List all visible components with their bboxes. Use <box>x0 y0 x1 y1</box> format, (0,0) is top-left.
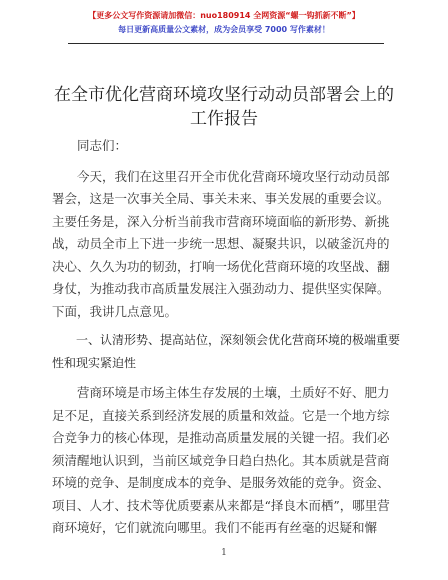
promo-banner <box>0 9 448 37</box>
promo-line-1: 【更多公文写作资源请加微信：nuo180914 全网资源“螺一钩抓新不断”】 <box>88 11 360 20</box>
title-line-1: 在全市优化营商环境攻坚行动动员部署会上的 <box>54 85 394 105</box>
promo-line-2: 每日更新高质量公文素材，成为会员享受 7000 写作素材！ <box>118 25 330 34</box>
document-body <box>52 135 400 546</box>
section-heading-1: 一、认清形势、提高站位，深刻领会优化营商环境的极端重要性和现实紧迫性 <box>52 333 401 370</box>
document-title <box>40 83 408 131</box>
paragraph-business-environment: 营商环境是市场主体生存发展的土壤，土质好不好、肥力足不足，直接关系到经济发展的质量和效益。它是一个地方综合竞争力的核心体现，是推动高质量发展的关键一招。我们必须清醒地认识到，当前区域竞争日趋白热化。其本质就是营商环境的竞争、是制度成本的竞争、是服务效能的竞争。资金、项目、人才、技术等优质要素从来都是“择良木而栖”，哪里营商环境好，它们就流向哪里。我们不能再有丝毫的迟疑和懈 <box>52 385 390 535</box>
title-line-2: 工作报告 <box>190 109 258 129</box>
salutation: 同志们： <box>77 138 128 153</box>
header-divider <box>68 43 384 44</box>
paragraph-intro: 今天，我们在这里召开全市优化营商环境攻坚行动动员部署会，这是一次事关全局、事关未来、事关发展的重要会议。主要任务是，深入分析当前我市营商环境面临的新形势、新挑战，动员全市上下进一步统一思想、凝聚共识，以破釜沉舟的决心、久久为功的韧劲，打响一场优化营商环境的攻坚战、翻身仗，为推动我市高质量发展注入强劲动力、提供坚实保障。下面，我讲几点意见。 <box>52 168 390 319</box>
page-number: 1 <box>221 548 227 558</box>
